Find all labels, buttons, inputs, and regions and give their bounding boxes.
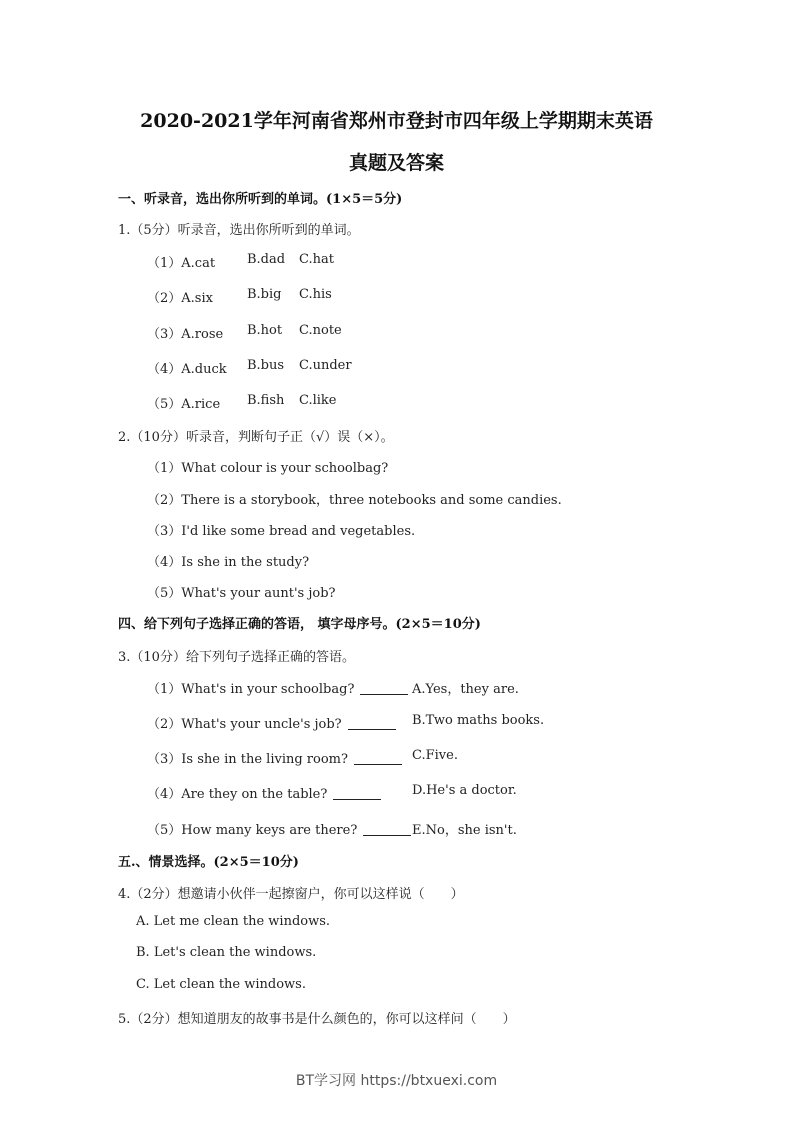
q3-question: （4）Are they on the table?: [147, 787, 328, 802]
q1-option-b: B.bus: [247, 358, 285, 373]
q3-question: （5）How many keys are there?: [147, 823, 358, 838]
q1-option-a: （5）A.rice: [147, 397, 221, 412]
document-title-line1: 2020-2021学年河南省郑州市登封市四年级上学期期末英语: [140, 110, 653, 132]
q3-row-1: [147, 678, 519, 697]
answer-blank: [354, 750, 402, 765]
answer-blank: [333, 785, 381, 800]
question-2: 2.（10分）听录音，判断句子正（√）误（×）。: [118, 430, 394, 445]
q3-answer-option: E.No，she isn't.: [412, 823, 517, 838]
q1-option-a: （2）A.six: [147, 291, 213, 306]
q1-option-b: B.hot: [247, 323, 283, 338]
q1-option-a: （1）A.cat: [147, 256, 216, 271]
q3-answer-option: B.Two maths books.: [412, 713, 545, 728]
q1-option-c: C.under: [299, 358, 352, 373]
q3-row-2: [147, 713, 545, 732]
q3-question: （1）What's in your schoolbag?: [147, 682, 355, 697]
q2-item: （5）What's your aunt's job?: [147, 586, 336, 601]
site-footer: BT学习网 https://btxuexi.com: [295, 1073, 498, 1089]
q2-item: （2）There is a storybook，three notebooks and some candies.: [147, 493, 562, 508]
q4-option: B. Let's clean the windows.: [136, 945, 317, 960]
question-5: 5.（2分）想知道朋友的故事书是什么颜色的，你可以这样问（ ）: [118, 1012, 516, 1027]
q1-option-a: （4）A.duck: [147, 362, 227, 377]
question-1: 1.（5分）听录音，选出你所听到的单词。: [118, 223, 360, 238]
q1-option-c: C.note: [299, 323, 342, 338]
q1-option-c: C.like: [299, 393, 337, 408]
q3-answer-option: A.Yes，they are.: [412, 682, 519, 697]
q1-option-c: C.hat: [299, 252, 334, 267]
document-title-line2: 真题及答案: [348, 152, 444, 174]
q2-item: （3）I'd like some bread and vegetables.: [147, 524, 416, 539]
section5-heading: 五.、情景选择。(2×5＝10分): [118, 855, 299, 870]
answer-blank: [363, 821, 411, 836]
q2-item: （4）Is she in the study?: [147, 555, 310, 570]
q1-option-a: （3）A.rose: [147, 327, 224, 342]
q3-row-3: [147, 748, 458, 767]
question-3: 3.（10分）给下列句子选择正确的答语。: [118, 650, 355, 665]
q2-item: （1）What colour is your schoolbag?: [147, 461, 389, 476]
q4-option: C. Let clean the windows.: [136, 977, 306, 992]
q1-option-c: C.his: [299, 287, 332, 302]
section4-heading: 四、给下列句子选择正确的答语， 填字母序号。(2×5＝10分): [118, 617, 481, 632]
section1-heading: 一、听录音，选出你所听到的单词。(1×5＝5分): [118, 192, 403, 207]
q3-row-4: [147, 783, 517, 802]
q3-answer-option: D.He's a doctor.: [412, 783, 517, 798]
q1-option-b: B.dad: [247, 252, 286, 267]
q3-row-5: [147, 819, 517, 838]
q1-option-b: B.big: [247, 287, 282, 302]
answer-blank: [348, 715, 396, 730]
question-4: 4.（2分）想邀请小伙伴一起擦窗户，你可以这样说（ ）: [118, 887, 464, 902]
q3-answer-option: C.Five.: [412, 748, 458, 763]
q3-question: （3）Is she in the living room?: [147, 752, 348, 767]
q3-question: （2）What's your uncle's job?: [147, 717, 342, 732]
answer-blank: [360, 680, 408, 695]
q4-option: A. Let me clean the windows.: [136, 914, 331, 929]
q1-option-b: B.fish: [247, 393, 285, 408]
